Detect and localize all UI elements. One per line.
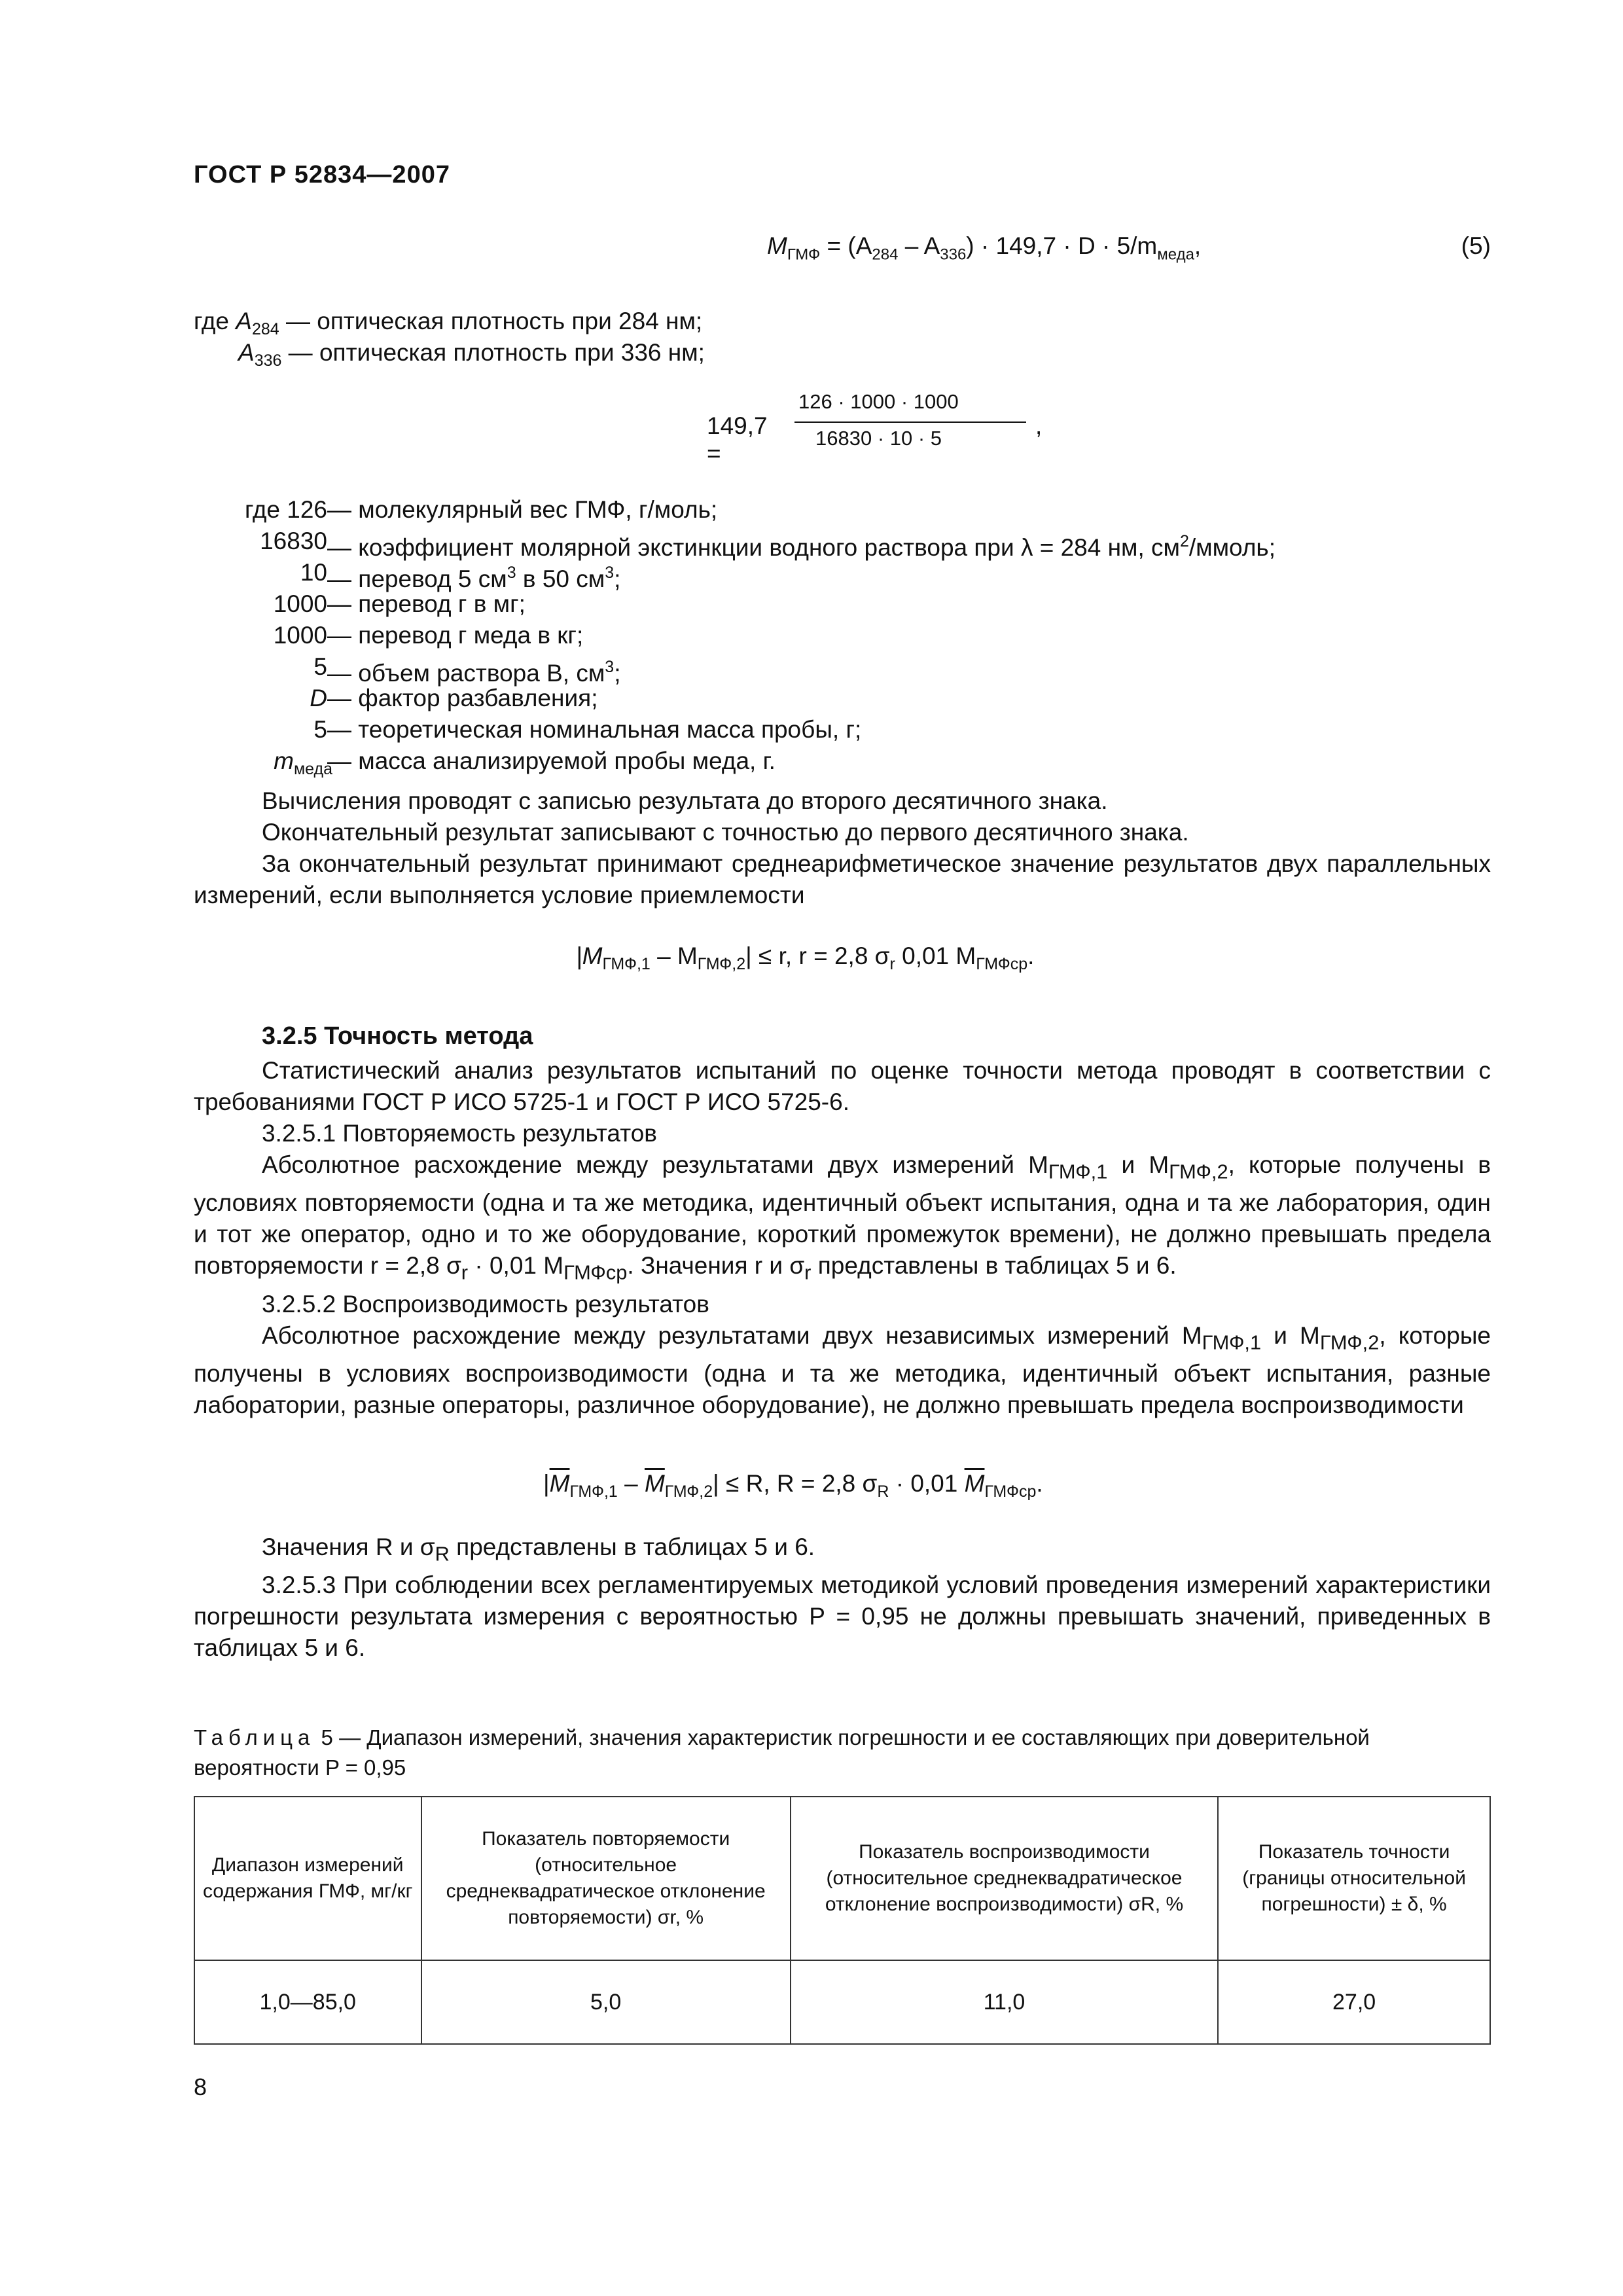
- text-part: · 0,01 M: [468, 1252, 564, 1280]
- cond-part: $\overline{M}$: [964, 1470, 985, 1497]
- paragraph: [194, 1532, 1491, 1570]
- formula-symbol: М: [767, 232, 787, 259]
- text-part: и M: [1261, 1321, 1320, 1349]
- where-sup: 3: [605, 658, 615, 676]
- cond-sub: r: [889, 955, 895, 973]
- where-left: [274, 746, 332, 784]
- text-part: . Значения r и σ: [627, 1252, 805, 1280]
- formula-part: – A: [898, 232, 940, 259]
- cond-sub: ГМФ,1: [569, 1482, 618, 1501]
- formula-part: ,: [1194, 232, 1202, 259]
- text-sub: ГМФ,2: [1319, 1331, 1380, 1354]
- text-part: Значения R и σ: [262, 1534, 435, 1560]
- where-line-a336: [238, 338, 705, 376]
- where-text: — оптическая плотность при 284 нм;: [279, 308, 703, 334]
- where-text-part: ;: [614, 660, 621, 687]
- paragraph: Окончательный результат записывают с точностью до первого десятичного знака.: [262, 819, 1189, 846]
- table-cell: 11,0: [791, 1960, 1218, 2044]
- fraction-tail: ,: [1035, 412, 1043, 439]
- paragraph: [194, 1320, 1491, 1421]
- cond-part: |: [543, 1470, 550, 1497]
- text-sub: r: [461, 1261, 469, 1284]
- reproducibility-condition: [543, 1470, 1043, 1501]
- table-header-row: [194, 1797, 1490, 1960]
- where-subscript: 336: [254, 351, 282, 370]
- where-text: — молекулярный вес ГМФ, г/моль;: [327, 496, 718, 523]
- text-sub: r: [804, 1261, 812, 1284]
- formula-subscript: 284: [872, 245, 899, 264]
- paragraph-block-1: [194, 785, 1491, 911]
- cond-part: | ≤ R, R = 2,8 σ: [713, 1470, 878, 1497]
- table-header-cell: Показатель повторяемости (относительное среднеквадратическое отклонение повторяемости) σr, %: [421, 1797, 791, 1960]
- cond-part: – M: [650, 942, 698, 969]
- table-header-cell: Диапазон измерений содержания ГМФ, мг/кг: [194, 1797, 421, 1960]
- where-left: 5: [313, 653, 327, 680]
- formula-part: = (A: [820, 232, 872, 259]
- text-sub: R: [435, 1542, 450, 1566]
- cond-part: –: [617, 1470, 645, 1497]
- paragraph: [194, 1149, 1491, 1289]
- text-sub: ГМФср: [563, 1261, 628, 1284]
- where-text: — оптическая плотность при 336 нм;: [281, 339, 705, 366]
- text-part: и M: [1107, 1151, 1169, 1178]
- section-body: [194, 1055, 1491, 1421]
- cond-part: 0,01 M: [895, 942, 976, 969]
- cond-part: $\overline{M}$: [549, 1470, 570, 1497]
- formula-subscript: меда: [1157, 245, 1194, 264]
- cond-sub: ГМФ,2: [664, 1482, 713, 1501]
- paragraph: Статистический анализ результатов испытаний по оценке точности метода проводят в соответствии с требованиями ГОСТ Р ИСО 5725-1 и ГОСТ Р ИСО 5725-6.: [194, 1057, 1491, 1115]
- document-header: ГОСТ Р 52834—2007: [194, 161, 450, 188]
- where-text-part: ;: [614, 565, 621, 592]
- table-cell: 27,0: [1218, 1960, 1490, 2044]
- where-left: 1000: [273, 622, 327, 649]
- cond-sub: ГМФср: [976, 955, 1028, 973]
- where-subscript: меда: [293, 760, 332, 778]
- table-cell: 1,0—85,0: [194, 1960, 421, 2044]
- table-header-cell: Показатель точности (границы относительной погрешности) ± δ, %: [1218, 1797, 1490, 1960]
- cond-part: | ≤ r, r = 2,8 σ: [745, 942, 890, 969]
- where-sup: 3: [605, 564, 615, 582]
- text-sub: ГМФ,1: [1202, 1331, 1262, 1354]
- table-caption: [194, 1723, 1491, 1783]
- where-text: — перевод г меда в кг;: [327, 622, 584, 649]
- cond-sub: ГМФср: [984, 1482, 1037, 1501]
- fraction-bar: [794, 422, 1026, 423]
- cond-sub: ГМФ,1: [602, 955, 651, 973]
- formula-number: (5): [1461, 232, 1491, 259]
- table-caption-label: Таблица: [194, 1725, 315, 1749]
- where-sup: 3: [507, 564, 516, 582]
- text-sub: ГМФ,2: [1169, 1160, 1228, 1183]
- where-left: 16830: [260, 528, 327, 554]
- where-text: — перевод г в мг;: [327, 590, 526, 617]
- fraction-numerator: 126 · 1000 · 1000: [798, 390, 959, 413]
- cond-part: .: [1027, 942, 1035, 969]
- page-number: 8: [194, 2073, 207, 2100]
- text-part: представлены в таблицах 5 и 6.: [811, 1252, 1177, 1280]
- table-5: [194, 1796, 1491, 2045]
- where-left: D: [310, 685, 327, 711]
- where-sup: 2: [1180, 532, 1189, 550]
- cond-part: |M: [576, 942, 603, 969]
- text-part: Абсолютное расхождение между результатами двух измерений M: [262, 1151, 1048, 1178]
- where-prefix: где: [194, 308, 236, 334]
- where-left: 10: [300, 559, 327, 586]
- formula-5: [767, 232, 1201, 264]
- table-caption-text: 5 — Диапазон измерений, значения характеристик погрешности и ее составляющих при доверительной вероятности P = 0,95: [194, 1725, 1370, 1780]
- formula-part: ) · 149,7 · D · 5/m: [966, 232, 1158, 259]
- where-subscript: 284: [251, 320, 279, 338]
- where-symbol: m: [274, 747, 294, 774]
- cond-part: .: [1036, 1470, 1043, 1497]
- paragraph: 3.2.5.3 При соблюдении всех регламентируемых методикой условий проведения измерений характеристики погрешности результата измерения с вероятностью P = 0,95 не должны превышать значений, приведенных в таблицах 5 и 6.: [194, 1571, 1491, 1662]
- fraction-denominator: 16830 · 10 · 5: [815, 427, 942, 450]
- where-text-part: в 50 см: [516, 565, 605, 592]
- section-title: 3.2.5 Точность метода: [262, 1022, 533, 1050]
- cond-sub: ГМФ,2: [697, 955, 746, 973]
- where-text-part: — перевод 5 см: [327, 565, 507, 592]
- cond-part: $\overline{M}$: [644, 1470, 665, 1497]
- where-text-part: — объем раствора В, см: [327, 660, 605, 687]
- text-part: , которые получены в условиях воспроизводимости (одна и та же методика, идентичный объект испытания, разные лаборатории, разные операторы, различное оборудование), не должно превышать предела воспроизводимости: [194, 1321, 1491, 1419]
- where-left: 5: [313, 716, 327, 743]
- acceptance-condition: [576, 942, 1034, 974]
- where-text: — масса анализируемой пробы меда, г.: [327, 747, 776, 774]
- formula-subscript: ГМФ: [787, 245, 821, 264]
- where-left: где 126: [244, 496, 327, 523]
- section-body-2: [194, 1532, 1491, 1664]
- where-text-part: /ммоль;: [1188, 534, 1275, 561]
- table-cell: 5,0: [421, 1960, 791, 2044]
- where-text: — фактор разбавления;: [327, 685, 598, 711]
- subsection-title: 3.2.5.2 Воспроизводимость результатов: [262, 1290, 709, 1318]
- cond-sub: R: [877, 1482, 889, 1501]
- where-text: — теоретическая номинальная масса пробы, г;: [327, 716, 862, 743]
- where-text-part: — коэффициент молярной экстинкции водного раствора при λ = 284 нм, см: [327, 534, 1180, 561]
- subsection-title: 3.2.5.1 Повторяемость результатов: [262, 1120, 657, 1147]
- table-row: [194, 1960, 1490, 2044]
- text-sub: ГМФ,1: [1048, 1160, 1108, 1183]
- text-part: , которые получены в условиях повторяемости (одна и та же методика, идентичный объект испытания, одна и та же лаборатория, один и тот же оператор, одно и то же оборудование, короткий промежуток времени), не должно превышать предела повторяемости r = 2,8 σ: [194, 1151, 1491, 1280]
- table-header-cell: Показатель воспроизводимости (относительное среднеквадратическое отклонение воспроизводимости) σR, %: [791, 1797, 1218, 1960]
- where-left: 1000: [273, 590, 327, 617]
- text-part: Абсолютное расхождение между результатами двух независимых измерений M: [262, 1321, 1202, 1349]
- fraction-lhs: 149,7 =: [707, 412, 768, 467]
- where-symbol: A: [238, 339, 255, 366]
- text-part: представлены в таблицах 5 и 6.: [449, 1534, 815, 1560]
- paragraph: За окончательный результат принимают среднеарифметическое значение результатов двух параллельных измерений, если выполняется условие приемлемости: [194, 850, 1491, 908]
- cond-part: · 0,01: [889, 1470, 965, 1497]
- where-symbol: A: [236, 308, 252, 334]
- formula-subscript: 336: [940, 245, 967, 264]
- paragraph: Вычисления проводят с записью результата до второго десятичного знака.: [262, 787, 1108, 814]
